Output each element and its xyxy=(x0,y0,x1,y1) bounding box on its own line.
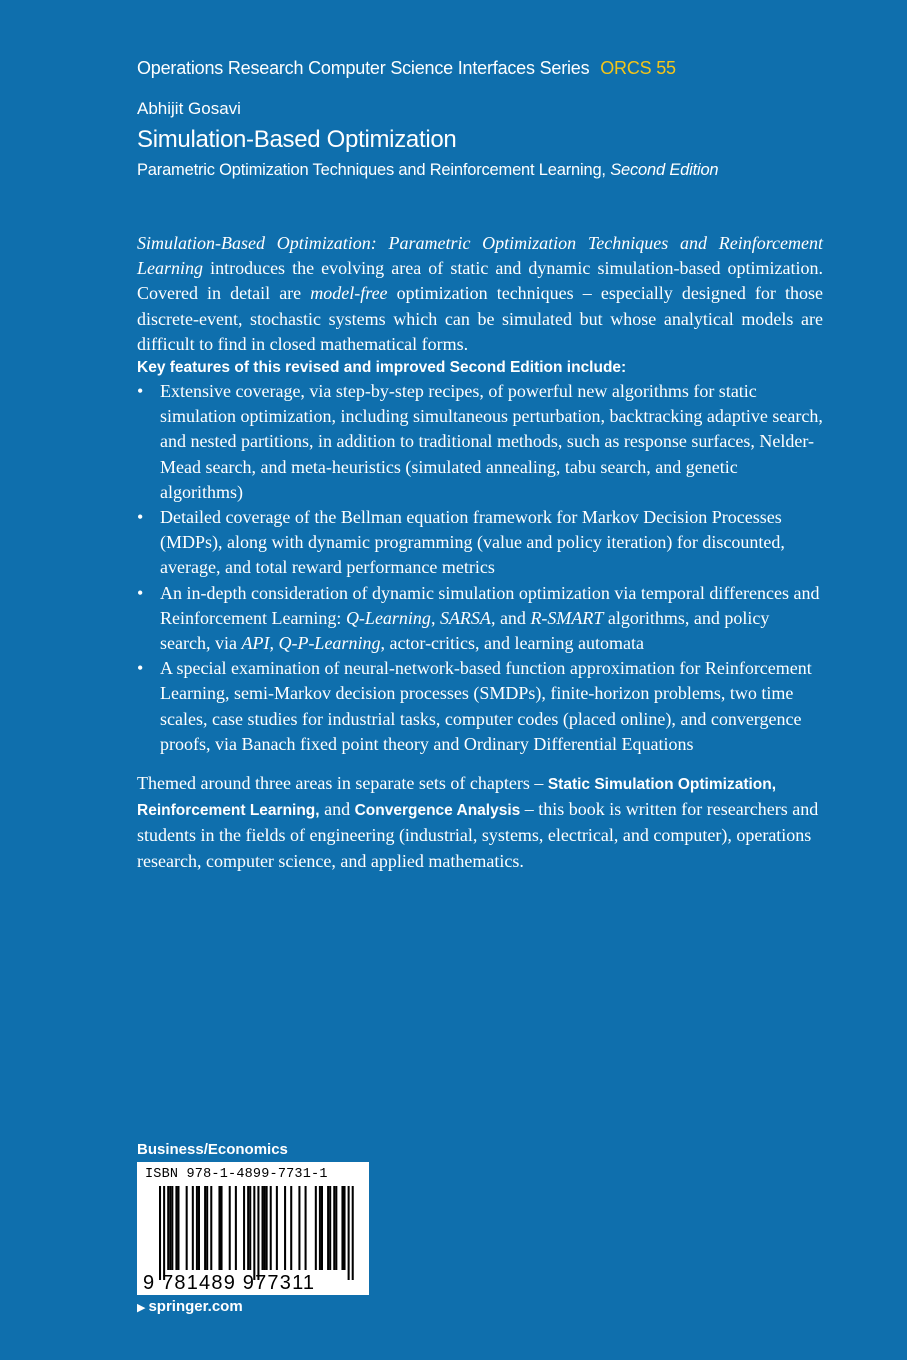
intro-book-title: Simulation-Based Optimization: Parametric Optimization Techniques and Reinforcement Learning xyxy=(137,233,823,279)
feature3-q-learning: Q-Learning xyxy=(345,607,431,628)
feature3-text-2: , xyxy=(430,607,440,628)
barcode-bar xyxy=(276,1186,278,1270)
barcode-bar xyxy=(169,1186,171,1270)
barcode-bar xyxy=(264,1186,266,1270)
barcode-bar xyxy=(175,1186,177,1270)
feature3-sarsa: SARSA xyxy=(439,607,491,628)
barcode-bar xyxy=(266,1186,268,1270)
feature3-text-4: algorithms, and policy search, via xyxy=(160,607,770,654)
book-title: Simulation-Based Optimization xyxy=(137,126,457,153)
key-features-heading: Key features of this revised and improved Second Edition include: xyxy=(137,359,627,377)
closing-reinforcement-learning: Reinforcement Learning, xyxy=(137,802,320,820)
feature3-r-smart: R-SMART xyxy=(530,607,604,628)
barcode-bar xyxy=(163,1186,165,1280)
barcode-bar xyxy=(167,1186,169,1270)
barcode-bar xyxy=(327,1186,329,1270)
intro-text-1: introduces the evolving area of static and dynamic simulation-based optimization. Covered in detail are xyxy=(137,258,823,304)
barcode-bar xyxy=(321,1186,323,1270)
feature-item-neural-networks: • A special examination of neural-network-based function approximation for Reinforcement Learning, semi-Markov decision processes (SMDPs), finite-horizon problems, two time scales, case studies for industrial tasks, computer codes (placed online), and convergence proofs, via Banach fixed point theory and Ordinary Differential Equations xyxy=(137,656,823,757)
feature3-api: API xyxy=(241,633,270,654)
barcode-bar xyxy=(284,1186,286,1270)
barcode-bar xyxy=(218,1186,220,1270)
closing-text-3: and xyxy=(319,799,355,820)
feature-list xyxy=(137,379,823,757)
barcode-bar xyxy=(243,1186,245,1270)
feature3-text-6: , actor-critics, and learning automata xyxy=(380,633,644,654)
isbn-label: ISBN 978-1-4899-7731-1 xyxy=(145,1167,328,1182)
barcode-bar xyxy=(333,1186,335,1270)
website-link[interactable] xyxy=(137,1298,243,1315)
edition-label: Second Edition xyxy=(610,161,719,179)
barcode-bar xyxy=(159,1186,161,1280)
barcode-bar xyxy=(247,1186,249,1270)
feature-item-reinforcement-learning xyxy=(137,581,823,657)
website-text: springer.com xyxy=(148,1298,243,1315)
book-subtitle xyxy=(137,161,718,180)
barcode-bar xyxy=(315,1186,317,1270)
barcode-bar xyxy=(204,1186,206,1270)
category-label: Business/Economics xyxy=(137,1141,288,1158)
closing-static-simulation: Static Simulation Optimization, xyxy=(547,776,777,794)
barcode-bar xyxy=(335,1186,337,1270)
author-name: Abhijit Gosavi xyxy=(137,99,241,118)
barcode-bar xyxy=(229,1186,231,1270)
barcode-bar xyxy=(171,1186,173,1270)
closing-paragraph xyxy=(137,771,823,874)
closing-text-1: Themed around three areas in separate sets of chapters – xyxy=(137,773,548,794)
barcode-bar xyxy=(329,1186,331,1270)
feature3-text-3: , and xyxy=(490,607,531,628)
feature-item-bellman: • Detailed coverage of the Bellman equation framework for Markov Decision Processes (MDPs), along with dynamic programming (value and policy iteration) for discounted, average, and total reward performance metrics xyxy=(137,505,823,581)
subtitle-text: Parametric Optimization Techniques and Reinforcement Learning, xyxy=(137,161,606,179)
description-block xyxy=(137,231,823,874)
play-arrow-icon: ▶ xyxy=(137,1302,146,1314)
barcode-bar xyxy=(319,1186,321,1270)
barcode-bar xyxy=(262,1186,264,1270)
ean-digits: 9 781489 977311 xyxy=(143,1272,316,1294)
feature3-q-p-learning: Q-P-Learning xyxy=(278,633,381,654)
feature3-text-1: An in-depth consideration of dynamic simulation optimization via temporal differences and Reinforcement Learning: xyxy=(160,582,820,628)
barcode-bar xyxy=(305,1186,307,1270)
barcode-bar xyxy=(257,1186,259,1280)
barcode-bar xyxy=(253,1186,255,1280)
barcode-bar xyxy=(196,1186,198,1270)
barcode-bar xyxy=(177,1186,179,1270)
barcode-bar xyxy=(186,1186,188,1270)
series-name: Operations Research Computer Science Interfaces Series xyxy=(137,58,590,78)
barcode-bar xyxy=(210,1186,212,1270)
series-volume: ORCS 55 xyxy=(600,58,676,78)
barcode-bar xyxy=(290,1186,292,1270)
barcode-bar xyxy=(206,1186,208,1270)
series-line xyxy=(137,58,676,79)
barcode-bar xyxy=(198,1186,200,1270)
closing-convergence-analysis: Convergence Analysis xyxy=(354,802,521,820)
barcode-bar xyxy=(298,1186,300,1270)
feature3-text-5: , xyxy=(269,633,279,654)
barcode-bar xyxy=(348,1186,350,1280)
barcode-bar xyxy=(235,1186,237,1270)
barcode-bar xyxy=(341,1186,343,1270)
intro-model-free: model-free xyxy=(310,283,388,304)
closing-text-4: – this book is written for researchers and students in the fields of engineering (industrial, systems, electrical, and computer), operations research, computer science, and applied mathematics. xyxy=(137,799,819,871)
intro-paragraph xyxy=(137,231,823,357)
barcode-bar xyxy=(221,1186,223,1270)
barcode-bar xyxy=(249,1186,251,1270)
isbn-barcode xyxy=(137,1162,369,1295)
intro-text-2: optimization techniques – especially designed for those discrete-event, stochastic systems which can be simulated but whose analytical models are difficult to find in closed mathematical forms. xyxy=(137,283,823,354)
feature-item-static-optimization: • Extensive coverage, via step-by-step recipes, of powerful new algorithms for static simulation optimization, including simultaneous perturbation, backtracking adaptive search, and nested partitions, in addition to traditional methods, such as response surfaces, Nelder-Mead search, and meta-heuristics (simulated annealing, tabu search, and genetic algorithms) xyxy=(137,379,823,505)
barcode-bar xyxy=(344,1186,346,1270)
barcode-bar xyxy=(192,1186,194,1270)
barcode-bar xyxy=(270,1186,272,1270)
barcode-bar xyxy=(352,1186,354,1280)
